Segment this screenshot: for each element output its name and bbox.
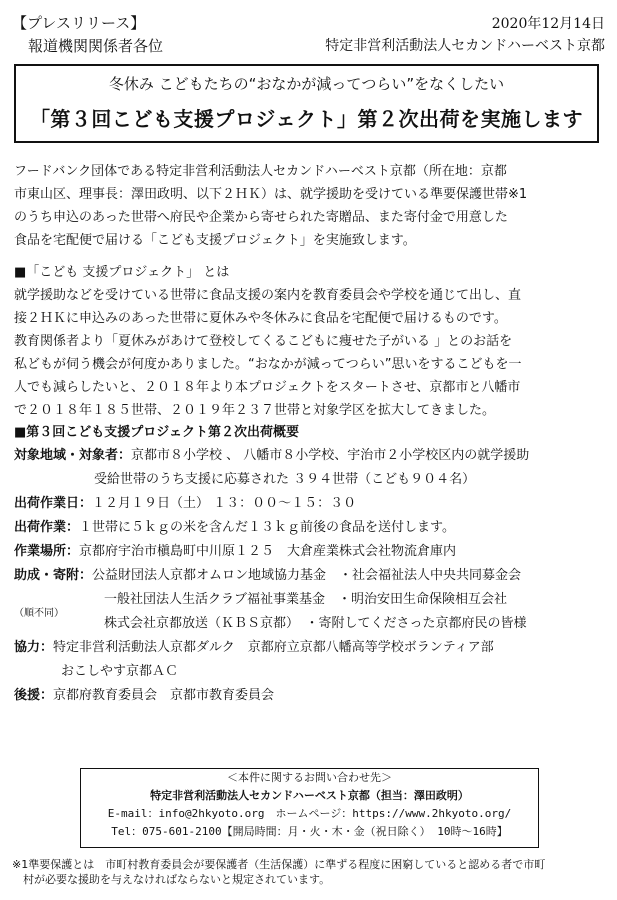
about-line: 教育関係者より「夏休みがあけて登校してくるこどもに痩せた子がいる 」とのお話を — [14, 334, 513, 349]
contact-box — [80, 768, 539, 848]
support-label: 助成・寄附： — [14, 568, 93, 583]
place-value: 京都府宇治市槇島町中川原１２５ 大倉産業株式会社物流倉庫内 — [79, 544, 457, 559]
intro-line: フードバンク団体である特定非営利活動法人セカンドハーベスト京都（所在地：京都 — [14, 164, 507, 179]
backing-value: 京都府教育委員会 京都市教育委員会 — [53, 688, 275, 703]
work-value: １世帯に５ｋｇの米を含んだ１３ｋｇ前後の食品を送付します。 — [79, 520, 455, 535]
coop-value-cont: おこしやす京都ＡＣ — [61, 664, 179, 679]
unordered-note: （順不同） — [14, 608, 64, 619]
support-line: 株式会社京都放送（ＫＢＳ京都） ・寄附してくださった京都府民の皆様 — [104, 616, 527, 631]
main-title: 「第３回こども支援プロジェクト」第２次出荷を実施します — [29, 107, 584, 131]
support-line: 公益財団法人京都オムロン地域協力基金 ・社会福祉法人中央共同募金会 — [92, 568, 522, 583]
intro-paragraph — [14, 160, 606, 252]
release-date: 2020年12月14日 — [491, 16, 605, 32]
contact-tel-line: Tel：075-601-2100【開局時間：月・火・木・金（祝日除く） 10時～16時】 — [111, 825, 508, 838]
about-line: 就学援助などを受けている世帯に食品支援の案内を教育委員会や学校を通じて出し、直 — [14, 288, 522, 303]
intro-line: 市東山区、理事長：澤田政明、以下２ＨＫ）は、就学援助を受けている準要保護世帯※1 — [14, 187, 528, 202]
footnote — [12, 857, 610, 887]
subtitle: 冬休み こどもたちの“おなかが減ってつらい”をなくしたい — [108, 75, 505, 93]
target-label: 対象地域・対象者： — [14, 448, 132, 463]
footnote-line: ※1準要保護とは 市町村教育委員会が要保護者（生活保護）に準ずる程度に困窮していると認める者で市町 — [12, 858, 546, 871]
contact-org: 特定非営利活動法人セカンドハーベスト京都（担当：澤田政明） — [150, 789, 469, 802]
title-box — [14, 64, 599, 143]
place-label: 作業場所： — [14, 544, 80, 559]
about-paragraph — [14, 284, 606, 422]
target-value: 京都市８小学校 、 八幡市８小学校、宇治市２小学校区内の就学援助 — [131, 448, 530, 463]
about-heading: ■「こども 支援プロジェクト」 とは — [14, 265, 230, 280]
coop-value: 特定非営利活動法人京都ダルク 京都府立京都八幡高等学校ボランティア部 — [53, 640, 494, 655]
target-value-cont: 受給世帯のうち支援に応募された ３９４世帯（こども９０４名） — [94, 472, 476, 487]
support-row-3 — [14, 608, 606, 636]
place-row — [14, 540, 606, 564]
work-row — [14, 516, 606, 540]
date-label: 出荷作業日： — [14, 496, 93, 511]
about-line: 人でも減らしたいと、２０１８年より本プロジェクトをスタートさせ、京都市と八幡市 — [14, 380, 521, 395]
body-content — [14, 160, 606, 708]
about-line: 接２ＨＫに申込みのあった世帯に夏休みや冬休みに食品を宅配便で届けるものです。 — [14, 311, 507, 326]
addressee-line: 報道機関関係者各位 — [28, 37, 164, 55]
footnote-line: 村が必要な援助を与えなければならないと規定されています。 — [12, 873, 331, 886]
about-line: 私どもが伺う機会が何度かありました。“おなかが減ってつらい”思いをするこどもを一 — [14, 357, 522, 372]
backing-label: 後援： — [14, 688, 54, 703]
overview-heading: ■第３回こども支援プロジェクト第２次出荷概要 — [14, 425, 300, 440]
support-line: 一般社団法人生活クラブ福祉事業基金 ・明治安田生命保険相互会社 — [104, 592, 508, 607]
intro-line: のうち申込のあった世帯へ府民や企業から寄せられた寄贈品、また寄付金で用意した — [14, 210, 508, 225]
coop-label: 協力： — [14, 640, 54, 655]
date-value: １２月１９日（土） １３：００～１５：３０ — [92, 496, 357, 511]
backing-row — [14, 684, 606, 708]
work-label: 出荷作業： — [14, 520, 80, 535]
intro-line: 食品を宅配便で届ける「こども支援プロジェクト」を実施致します。 — [14, 233, 416, 248]
coop-row — [14, 636, 606, 660]
issuing-organization: 特定非営利活動法人セカンドハーベスト京都 — [325, 38, 605, 54]
press-release-label: 【プレスリリース】 — [12, 14, 146, 32]
about-line: で２０１８年１８５世帯、２０１９年２３７世帯と対象学区を拡大してきました。 — [14, 403, 496, 418]
contact-title: ＜本件に関するお問い合わせ先＞ — [227, 771, 392, 784]
contact-email-line: E-mail：info@2hkyoto.org ホームページ：https://www.2hkyoto.org/ — [107, 807, 512, 820]
date-row — [14, 492, 606, 516]
press-header — [0, 0, 617, 62]
target-row — [14, 444, 606, 468]
support-row — [14, 564, 606, 588]
